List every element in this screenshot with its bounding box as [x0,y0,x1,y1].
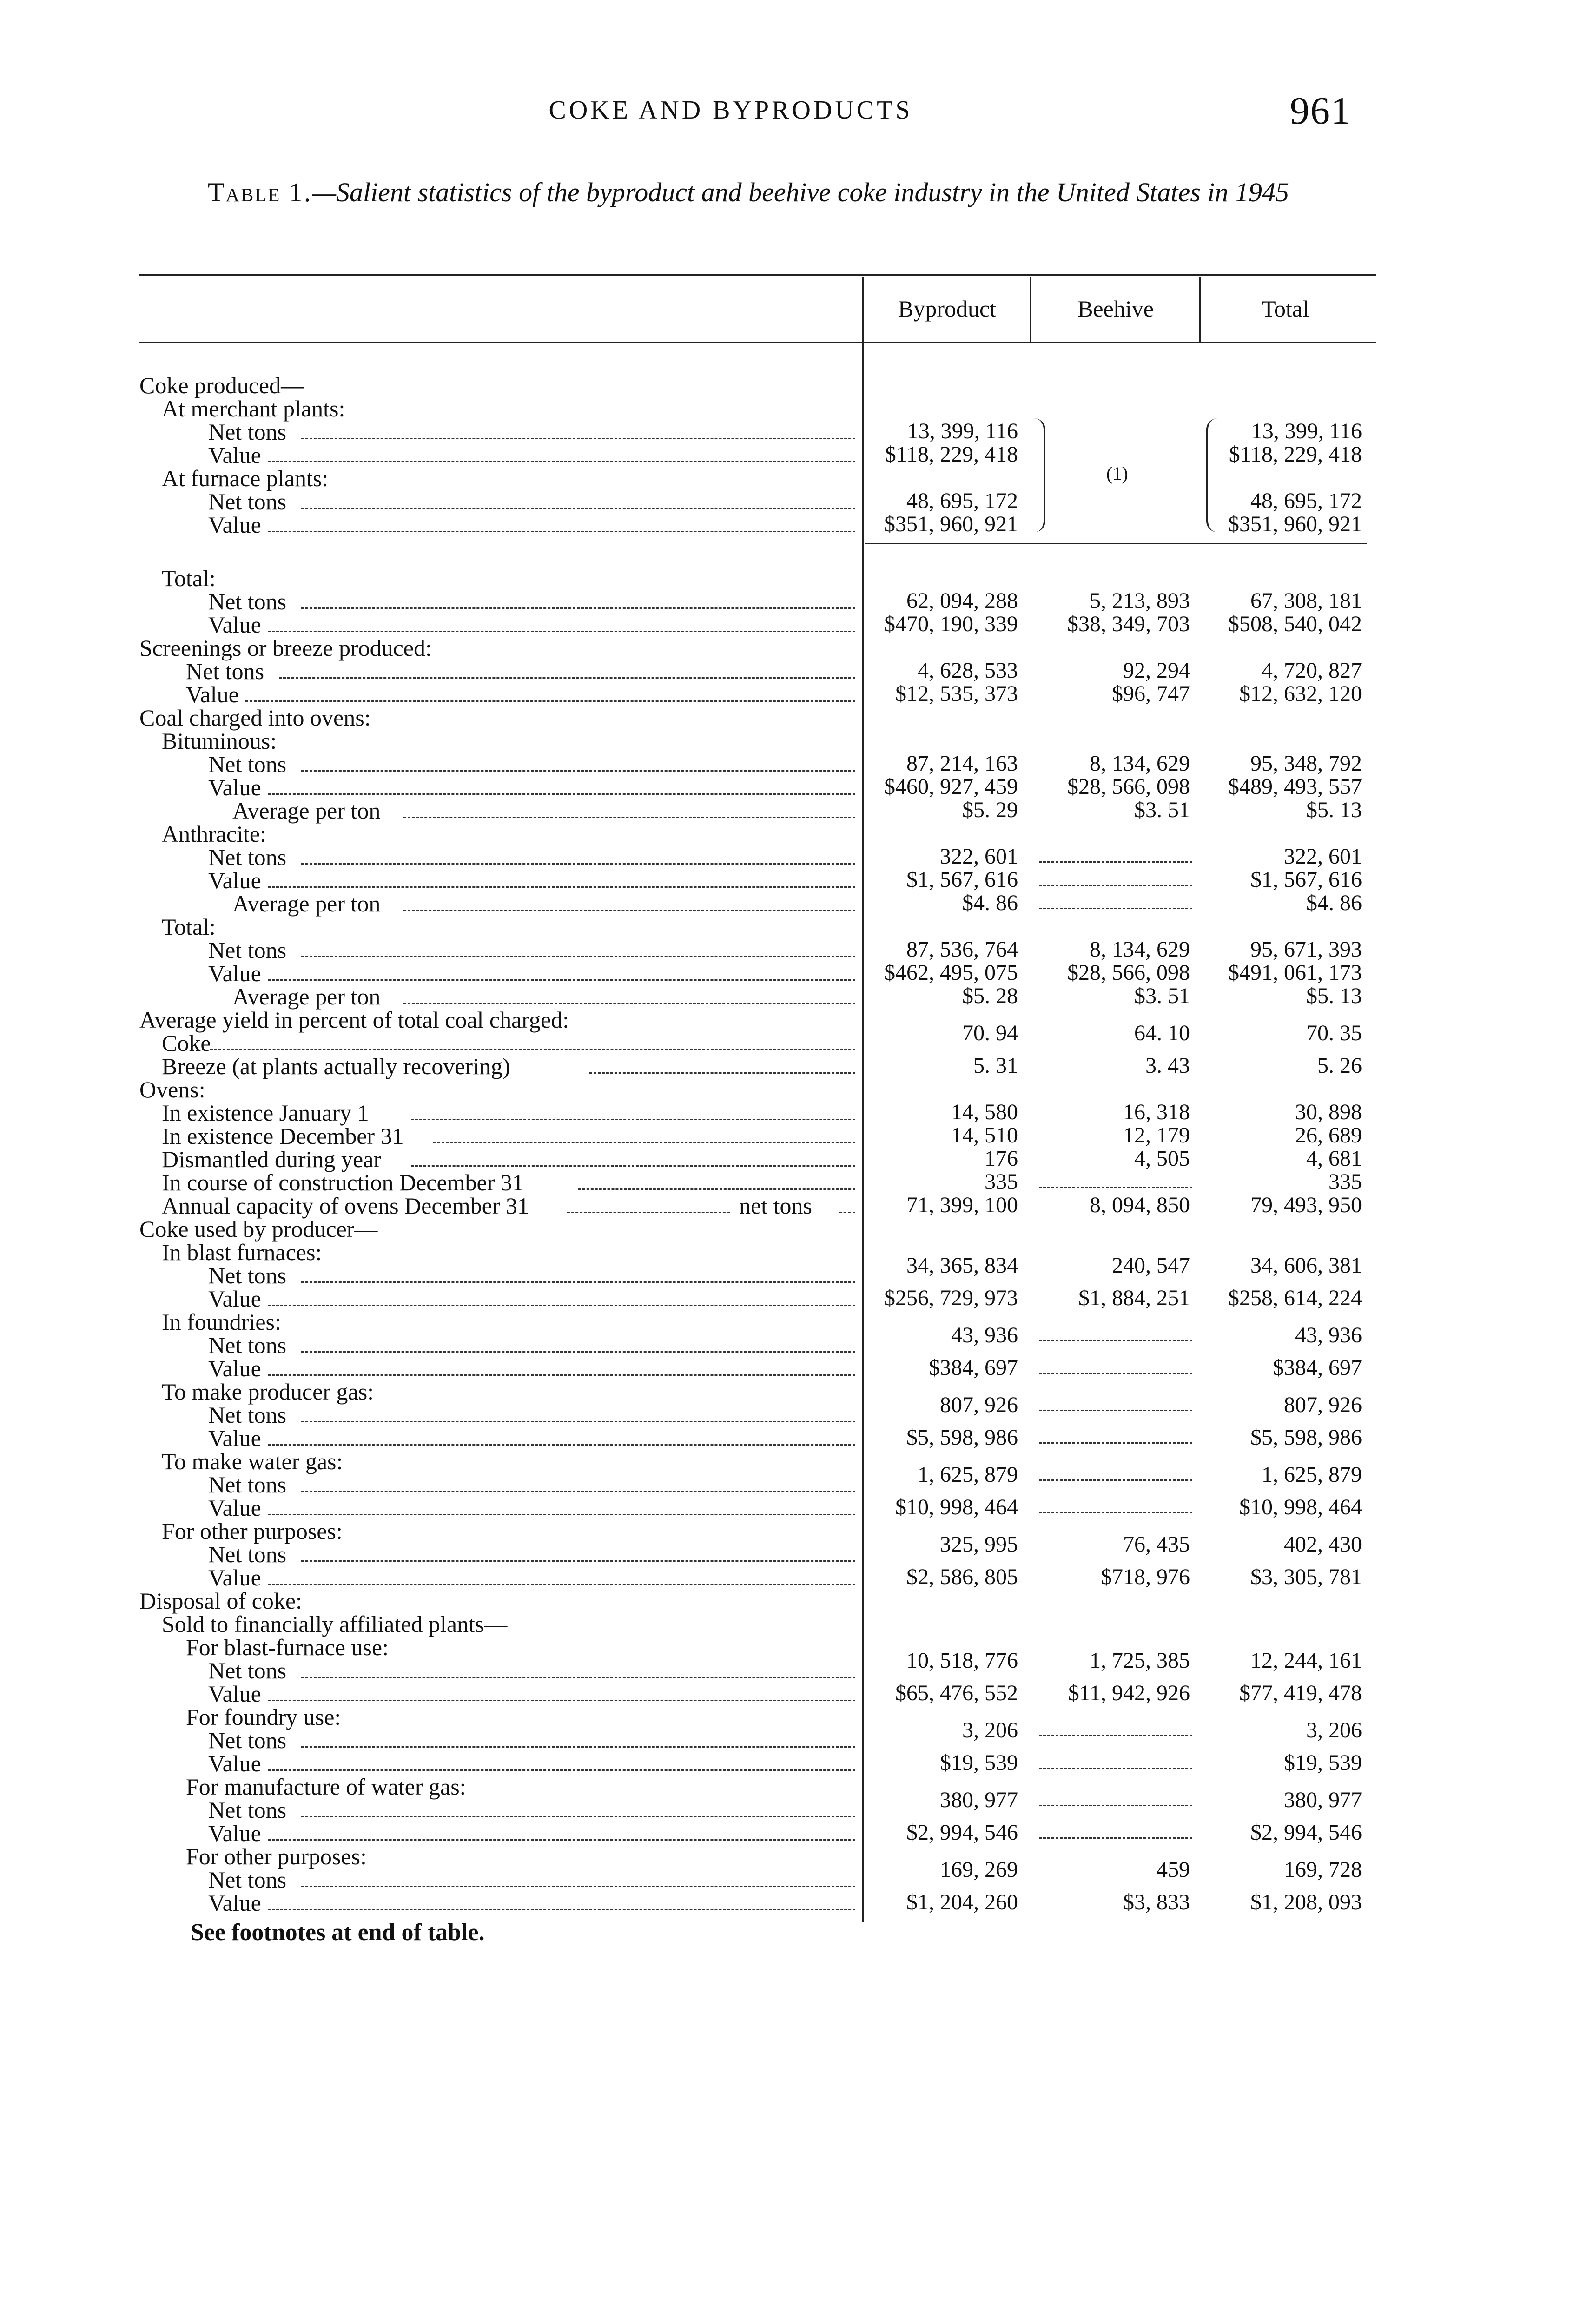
column-header-beehive: Beehive [1077,296,1154,322]
row-label: Average per ton [232,798,381,824]
row-label: Net tons [208,1472,287,1498]
cell-beehive: 8, 134, 629 [1090,751,1190,776]
cell-total: 807, 926 [1284,1393,1362,1417]
empty-cell-leader [1039,908,1192,909]
cell-total: $2, 994, 546 [1250,1820,1362,1845]
dot-leader [839,1212,855,1213]
row-label: Net tons [208,1657,287,1684]
row-label: Value [208,612,261,638]
row-label: Coke [162,1030,211,1056]
row-label: Net tons [208,1867,287,1893]
cell-beehive: 4, 505 [1134,1146,1190,1171]
column-header-total: Total [1261,296,1309,322]
empty-cell-leader [1039,1805,1192,1806]
dot-leader [268,886,855,888]
empty-cell-leader [1039,1479,1192,1481]
cell-total: 4, 681 [1306,1146,1362,1171]
cell-total: 335 [1328,1169,1362,1194]
cell-total: 34, 606, 381 [1250,1253,1362,1278]
cell-byproduct: $351, 960, 921 [884,512,1018,536]
cell-total: $1, 567, 616 [1250,867,1362,892]
dot-leader [301,956,855,957]
cell-byproduct: 14, 510 [951,1123,1018,1148]
row-label: Net tons [208,844,287,870]
empty-cell-leader [1039,885,1192,886]
row-label: Coke used by producer— [139,1216,378,1242]
row-label: Disposal of coke: [139,1588,302,1614]
row-label: In existence January 1 [162,1100,369,1126]
dot-leader [268,1700,855,1701]
empty-cell-leader [1039,1340,1192,1341]
row-label: Value [208,867,261,893]
cell-byproduct: 3, 206 [962,1718,1018,1743]
cell-total: $489, 493, 557 [1228,774,1362,799]
cell-byproduct: 1, 625, 879 [918,1462,1018,1487]
cell-total: 402, 430 [1284,1532,1362,1557]
footnote-note: See footnotes at end of table. [191,1919,485,1946]
cell-byproduct: $470, 190, 339 [884,612,1018,636]
row-label: For other purposes: [186,1843,367,1869]
cell-byproduct: 70. 94 [962,1021,1018,1045]
cell-beehive: 64. 10 [1134,1021,1190,1045]
cell-byproduct: 34, 365, 834 [906,1253,1018,1278]
row-label: Value [208,1565,261,1591]
footnote-ref: (1) [1106,463,1128,484]
row-label: Average per ton [232,984,381,1010]
dot-leader [268,531,855,532]
row-label: Total: [162,565,216,591]
dot-leader [279,677,855,679]
cell-beehive: 459 [1157,1857,1190,1882]
cell-byproduct: $12, 535, 373 [895,681,1018,706]
cell-total: 12, 244, 161 [1250,1648,1362,1673]
column-rule-right [1199,277,1201,342]
cell-byproduct: $10, 998, 464 [895,1495,1018,1519]
cell-beehive: $96, 747 [1112,681,1190,706]
cell-byproduct: $2, 994, 546 [906,1820,1018,1845]
empty-cell-leader [1039,1735,1192,1736]
row-label: Value [208,774,261,800]
dot-leader [268,1444,855,1446]
row-label: Value [208,1425,261,1451]
page-number: 961 [1290,89,1351,132]
dot-leader [403,910,855,911]
row-label: Net tons [208,1262,287,1288]
row-label: Net tons [208,419,287,445]
cell-total: 3, 206 [1306,1718,1362,1743]
cell-total: $118, 229, 418 [1229,442,1362,467]
row-label: Value [208,1890,261,1916]
dot-leader [268,631,855,632]
dot-leader [301,1746,855,1748]
cell-beehive: 12, 179 [1123,1123,1190,1148]
row-label: Value [208,960,261,986]
dot-leader [301,1560,855,1562]
row-label: Value [208,1681,261,1707]
row-label: Breeze (at plants actually recovering) [162,1053,510,1079]
dot-leader [245,700,855,702]
row-label: Value [208,442,261,468]
row-label: At merchant plants: [162,396,345,422]
cell-total: $10, 998, 464 [1239,1495,1362,1519]
cell-beehive: 3. 43 [1145,1053,1190,1078]
cell-total: $491, 061, 173 [1228,960,1362,985]
cell-byproduct: 325, 995 [940,1532,1018,1557]
cell-byproduct: $462, 495, 075 [884,960,1018,985]
row-label: In course of construction December 31 [162,1169,524,1195]
cell-byproduct: $4. 86 [962,891,1018,915]
dot-leader [268,1584,855,1585]
cell-beehive: 240, 547 [1112,1253,1190,1278]
cell-total: $4. 86 [1306,891,1362,915]
cell-byproduct: 87, 536, 764 [906,937,1018,962]
cell-beehive: 5, 213, 893 [1090,588,1190,613]
cell-byproduct: $5. 29 [962,798,1018,822]
cell-byproduct: 43, 936 [951,1323,1018,1347]
row-label: Annual capacity of ovens December 31 [162,1193,529,1219]
dot-leader [268,461,855,462]
empty-cell-leader [1039,861,1192,863]
dot-leader [578,1188,855,1190]
cell-byproduct: $256, 729, 973 [884,1286,1018,1310]
cell-total: $19, 539 [1284,1750,1362,1775]
cell-byproduct: $1, 204, 260 [906,1890,1018,1915]
cell-total: $3, 305, 781 [1250,1565,1362,1589]
cell-beehive: 16, 318 [1123,1100,1190,1124]
cell-byproduct: 5. 31 [973,1053,1018,1078]
cell-beehive: 8, 094, 850 [1090,1193,1190,1217]
dot-leader [301,1491,855,1492]
empty-cell-leader [1039,1837,1192,1839]
dot-leader [411,1165,855,1167]
dot-leader [403,817,855,818]
section-rule-1 [865,543,1367,544]
dot-leader [210,1049,855,1050]
cell-byproduct: 807, 926 [940,1393,1018,1417]
row-label: Value [208,512,261,538]
row-label-suffix: net tons [739,1193,812,1219]
cell-total: 70. 35 [1306,1021,1362,1045]
cell-beehive: $3. 51 [1134,984,1190,1008]
row-label: Net tons [208,1727,287,1753]
row-label: Average yield in percent of total coal charged: [139,1007,569,1033]
cell-byproduct: $65, 476, 552 [895,1681,1018,1705]
row-label: Net tons [208,937,287,963]
cell-total: $77, 419, 478 [1239,1681,1362,1705]
cell-byproduct: 322, 601 [940,844,1018,869]
dot-leader [567,1212,730,1213]
cell-beehive: 8, 134, 629 [1090,937,1190,962]
row-label: In foundries: [162,1309,281,1335]
cell-total: $1, 208, 093 [1250,1890,1362,1915]
cell-byproduct: 4, 628, 533 [918,658,1018,683]
cell-total: $351, 960, 921 [1228,512,1362,536]
cell-byproduct: 380, 977 [940,1788,1018,1812]
row-label: Screenings or breeze produced: [139,635,432,661]
cell-byproduct: $460, 927, 459 [884,774,1018,799]
table-caption [139,177,1357,208]
cell-total: $258, 614, 224 [1228,1286,1362,1310]
row-label: Net tons [208,1541,287,1567]
row-label: Value [208,1286,261,1312]
beehive-bracket [1034,418,1045,532]
cell-total: 4, 720, 827 [1262,658,1362,683]
row-label: Value [208,1750,261,1776]
cell-beehive: $718, 976 [1101,1565,1190,1589]
dot-leader [268,1374,855,1376]
cell-total: 1, 625, 879 [1262,1462,1362,1487]
cell-beehive: $3. 51 [1134,798,1190,822]
cell-beehive: 76, 435 [1123,1532,1190,1557]
cell-byproduct: 335 [985,1169,1018,1194]
dot-leader [301,1886,855,1887]
cell-byproduct: 14, 580 [951,1100,1018,1124]
dot-leader [268,1305,855,1306]
cell-total: 26, 689 [1295,1123,1362,1148]
row-label: Net tons [186,658,264,684]
cell-byproduct: 62, 094, 288 [906,588,1018,613]
cell-byproduct: 48, 695, 172 [906,489,1018,513]
dot-leader [268,1839,855,1841]
dot-leader [301,1351,855,1353]
cell-total: $384, 697 [1273,1355,1362,1380]
row-label: Coke produced— [139,372,304,398]
row-label: Average per ton [232,891,381,917]
row-label: Anthracite: [162,821,266,847]
running-header: COKE AND BYPRODUCTS [549,96,913,125]
empty-cell-leader [1039,1373,1192,1374]
dot-leader [589,1072,855,1074]
cell-total: 95, 348, 792 [1250,751,1362,776]
cell-beehive: $3, 833 [1123,1890,1190,1915]
caption-lead: Table 1. [207,177,312,207]
dot-leader [268,793,855,795]
row-label: Ovens: [139,1076,205,1103]
row-label: Total: [162,914,216,940]
dot-leader [301,508,855,509]
cell-byproduct: $384, 697 [929,1355,1018,1380]
cell-total: 380, 977 [1284,1788,1362,1812]
column-rule-mid [1030,277,1031,342]
cell-total: 95, 671, 393 [1250,937,1362,962]
cell-byproduct: 87, 214, 163 [906,751,1018,776]
table-top-rule [139,274,1376,276]
total-bracket [1206,418,1217,532]
row-label: To make water gas: [162,1448,343,1474]
cell-byproduct: $1, 567, 616 [906,867,1018,892]
caption-text: —Salient statistics of the byproduct and beehive coke industry in the United States in 1945 [312,177,1289,207]
cell-beehive: $38, 349, 703 [1067,612,1190,636]
cell-byproduct: $118, 229, 418 [885,442,1018,467]
cell-byproduct: 13, 399, 116 [907,419,1018,443]
dot-leader [268,1514,855,1515]
cell-total: 43, 936 [1295,1323,1362,1347]
cell-beehive: $1, 884, 251 [1078,1286,1190,1310]
row-label: For manufacture of water gas: [186,1774,466,1800]
cell-byproduct: $5, 598, 986 [906,1425,1018,1450]
dot-leader [268,979,855,981]
cell-total: $508, 540, 042 [1228,612,1362,636]
empty-cell-leader [1039,1442,1192,1444]
cell-byproduct: 71, 399, 100 [906,1193,1018,1217]
cell-total: 322, 601 [1284,844,1362,869]
row-label: Net tons [208,588,287,614]
cell-beehive: 92, 294 [1123,658,1190,683]
row-label: In blast furnaces: [162,1239,322,1265]
row-label: Net tons [208,751,287,777]
row-label: Net tons [208,489,287,515]
cell-byproduct: 176 [985,1146,1018,1171]
dot-leader [403,1003,855,1004]
row-label: Bituminous: [162,728,277,754]
header-bottom-rule [139,342,1376,343]
row-label: At furnace plants: [162,465,329,491]
row-label: Dismantled during year [162,1146,382,1172]
cell-total: 5. 26 [1317,1053,1362,1078]
empty-cell-leader [1039,1512,1192,1513]
row-label: Value [186,681,239,707]
cell-byproduct: $19, 539 [940,1750,1018,1775]
dot-leader [268,1909,855,1910]
dot-leader [301,1816,855,1817]
cell-byproduct: $5. 28 [962,984,1018,1008]
cell-beehive: $11, 942, 926 [1068,1681,1190,1705]
cell-total: 48, 695, 172 [1250,489,1362,513]
dot-leader [301,1421,855,1422]
cell-byproduct: 169, 269 [940,1857,1018,1882]
column-header-byproduct: Byproduct [898,296,997,322]
cell-total: $5. 13 [1306,984,1362,1008]
empty-cell-leader [1039,1410,1192,1411]
row-label: Value [208,1495,261,1521]
cell-beehive: $28, 566, 098 [1067,960,1190,985]
dot-leader [301,863,855,865]
dot-leader [301,1281,855,1283]
dot-leader [301,770,855,772]
dot-leader [301,1677,855,1678]
cell-byproduct: 10, 518, 776 [906,1648,1018,1673]
cell-beehive: $28, 566, 098 [1067,774,1190,799]
cell-total: $5, 598, 986 [1250,1425,1362,1450]
cell-total: 13, 399, 116 [1251,419,1362,443]
row-label: Sold to financially affiliated plants— [162,1611,508,1637]
row-label: Value [208,1820,261,1846]
cell-total: 67, 308, 181 [1250,588,1362,613]
empty-cell-leader [1039,1187,1192,1188]
cell-total: 79, 493, 950 [1250,1193,1362,1217]
cell-beehive: 1, 725, 385 [1090,1648,1190,1673]
cell-total: $5. 13 [1306,798,1362,822]
cell-total: $12, 632, 120 [1239,681,1362,706]
row-label: Value [208,1355,261,1381]
row-label: For foundry use: [186,1704,341,1730]
dot-leader [411,1119,855,1120]
dot-leader [301,607,855,609]
cell-byproduct: $2, 586, 805 [906,1565,1018,1589]
dot-leader [301,438,855,439]
row-label: Coal charged into ovens: [139,705,371,731]
row-label: In existence December 31 [162,1123,404,1149]
row-label: For blast-furnace use: [186,1634,389,1660]
column-rule-left [862,277,864,1922]
row-label: Net tons [208,1402,287,1428]
row-label: Net tons [208,1332,287,1358]
empty-cell-leader [1039,1768,1192,1769]
dot-leader [433,1142,855,1143]
cell-total: 30, 898 [1295,1100,1362,1124]
row-label: To make producer gas: [162,1379,374,1405]
row-label: Net tons [208,1797,287,1823]
dot-leader [268,1769,855,1771]
cell-total: 169, 728 [1284,1857,1362,1882]
row-label: For other purposes: [162,1518,343,1544]
